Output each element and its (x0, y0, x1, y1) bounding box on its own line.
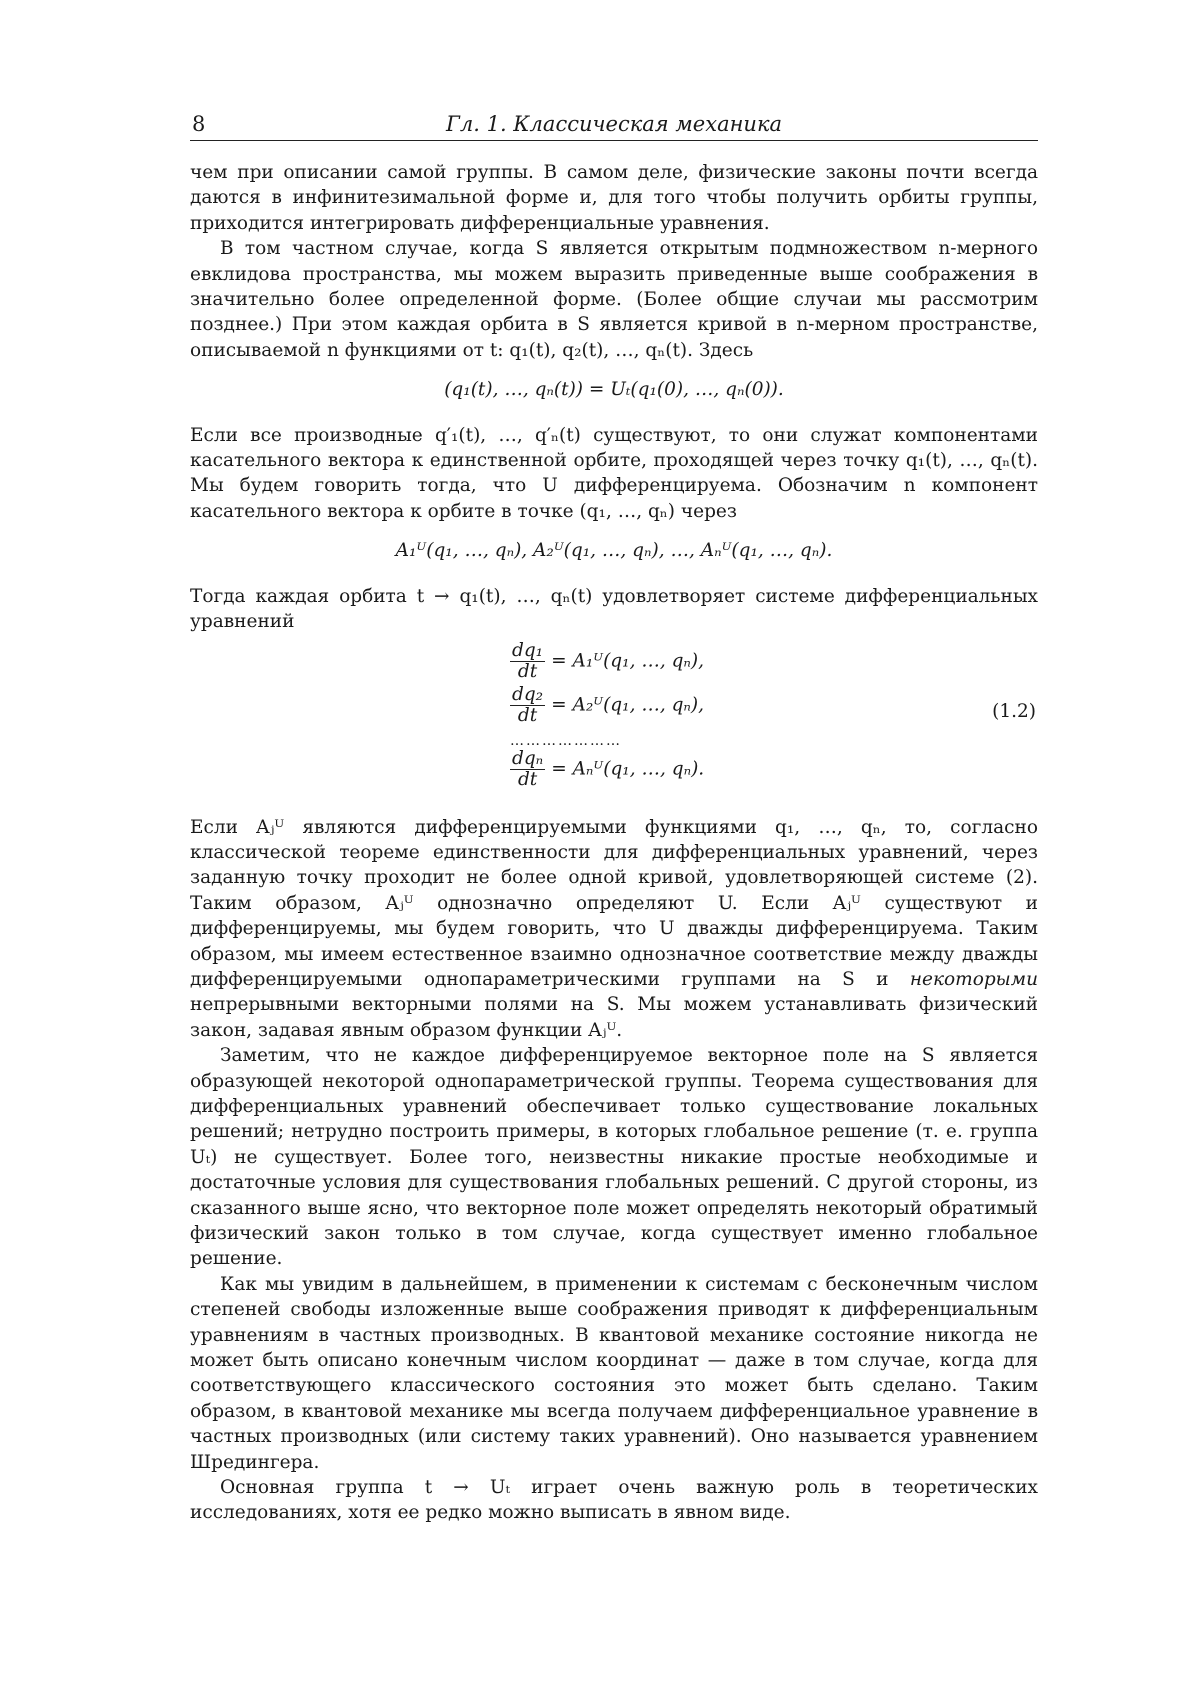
paragraph-1: чем при описании самой группы. В самом деле, физические законы почти всегда даются в инфинитезимальной форме и, для того чтобы получить орбиты группы, приходится интегрировать дифференциальные уравнения. (190, 162, 1038, 234)
fraction-3-numerator: dqₙ (512, 747, 544, 769)
system-line-1-rhs: = A₁ᵁ(q₁, …, qₙ), (551, 650, 705, 671)
fraction-1-numerator: dq₁ (512, 639, 544, 661)
fraction-2 (510, 685, 545, 726)
paragraph-4: Тогда каждая орбита t → q₁(t), …, qₙ(t) удовлетворяет системе дифференциальных уравнений (190, 585, 1038, 633)
fraction-1 (510, 641, 545, 682)
page-number: 8 (192, 112, 206, 136)
paragraph-5-emphasis: некоторыми (909, 968, 1038, 990)
system-dots: ………………… (510, 732, 622, 749)
paragraph-8: Основная группа t → Uₜ играет очень важную роль в теоретических исследованиях, хотя ее редко можно выписать в явном виде. (190, 1477, 1038, 1524)
paragraph-5-text: Если Aⱼᵁ являются дифференцируемыми функциями q₁, …, qₙ, то, согласно классической теореме единственности для дифференциальных уравнений, через заданную точку проходит не более одной кривой, удовлетворяющей системе (2). Таким образом, Aⱼᵁ однозначно определяют U. Если Aⱼᵁ существуют и дифференцируемы, мы будем говорить, что U дважды дифференцируема. Таким образом, мы имеем естественное взаимно однозначное соответствие между дважды дифференцируемыми однопараметрическими группами на S и (190, 816, 1039, 990)
paragraph-5 (190, 815, 1038, 1044)
system-line-2 (510, 685, 704, 726)
page-body (190, 160, 1038, 1526)
equation-orbit: (q₁(t), …, qₙ(t)) = Uₜ(q₁(0), …, qₙ(0)). (444, 379, 784, 401)
paragraph-6: Заметим, что не каждое дифференцируемое векторное поле на S является образующей некоторой однопараметрической группы. Теорема существования для дифференциальных уравнений обеспечивает только существование локальных решений; нетрудно построить примеры, в которых глобальное решение (т. е. группа Uₜ) не существует. Более того, неизвестны никакие простые необходимые и достаточные условия для существования глобальных решений. С другой стороны, из сказанного выше ясно, что векторное поле может определять некоторый обратимый физический закон только в том случае, когда существует именно глобальное решение. (190, 1045, 1038, 1270)
fraction-3 (510, 749, 545, 790)
fraction-3-denominator: dt (517, 768, 538, 790)
fraction-2-denominator: dt (517, 704, 538, 726)
equation-tangent-components: A₁ᵁ(q₁, …, qₙ), A₂ᵁ(q₁, …, qₙ), …, Aₙᵁ(q₁, …, qₙ). (395, 540, 833, 562)
paragraph-2: В том частном случае, когда S является открытым подмножеством n-мерного евклидова пространства, мы можем выразить приведенные выше соображения в значительно более определенной форме. (Более общие случаи мы рассмотрим позднее.) При этом каждая орбита в S является кривой в n-мерном пространстве, описываемой n функциями от t: q₁(t), q₂(t), …, qₙ(t). Здесь (190, 238, 1038, 361)
fraction-2-numerator: dq₂ (512, 683, 544, 705)
system-line-2-rhs: = A₂ᵁ(q₁, …, qₙ), (551, 694, 705, 715)
paragraph-7: Как мы увидим в дальнейшем, в применении к системам с бесконечным числом степеней свободы изложенные выше соображения приводят к дифференциальным уравнениям в частных производных. В квантовой механике состояние никогда не может быть описано конечным числом координат — даже в том случае, когда для соответствующего классического состояния это может быть сделано. Таким образом, в квантовой механике мы всегда получаем дифференциальное уравнение в частных производных (или систему таких уравнений). Оно называется уравнением Шредингера. (190, 1273, 1038, 1473)
running-title: Гл. 1. Классическая механика (445, 112, 783, 136)
equation-system (190, 641, 1038, 801)
system-line-3 (510, 749, 704, 790)
paragraph-5-tail: непрерывными векторными полями на S. Мы можем устанавливать физический закон, задавая явным образом функции Aⱼᵁ. (190, 994, 1038, 1041)
page-header (190, 112, 1038, 141)
equation-tag: (1.2) (992, 700, 1036, 722)
fraction-1-denominator: dt (517, 660, 538, 682)
system-line-3-rhs: = Aₙᵁ(q₁, …, qₙ). (551, 758, 705, 779)
system-line-1 (510, 641, 704, 682)
paragraph-3: Если все производные q′₁(t), …, q′ₙ(t) существуют, то они служат компонентами касательного вектора к единственной орбите, проходящей через точку q₁(t), …, qₙ(t). Мы будем говорить тогда, что U дифференцируема. Обозначим n компонент касательного вектора к орбите в точке (q₁, …, qₙ) через (190, 424, 1038, 522)
